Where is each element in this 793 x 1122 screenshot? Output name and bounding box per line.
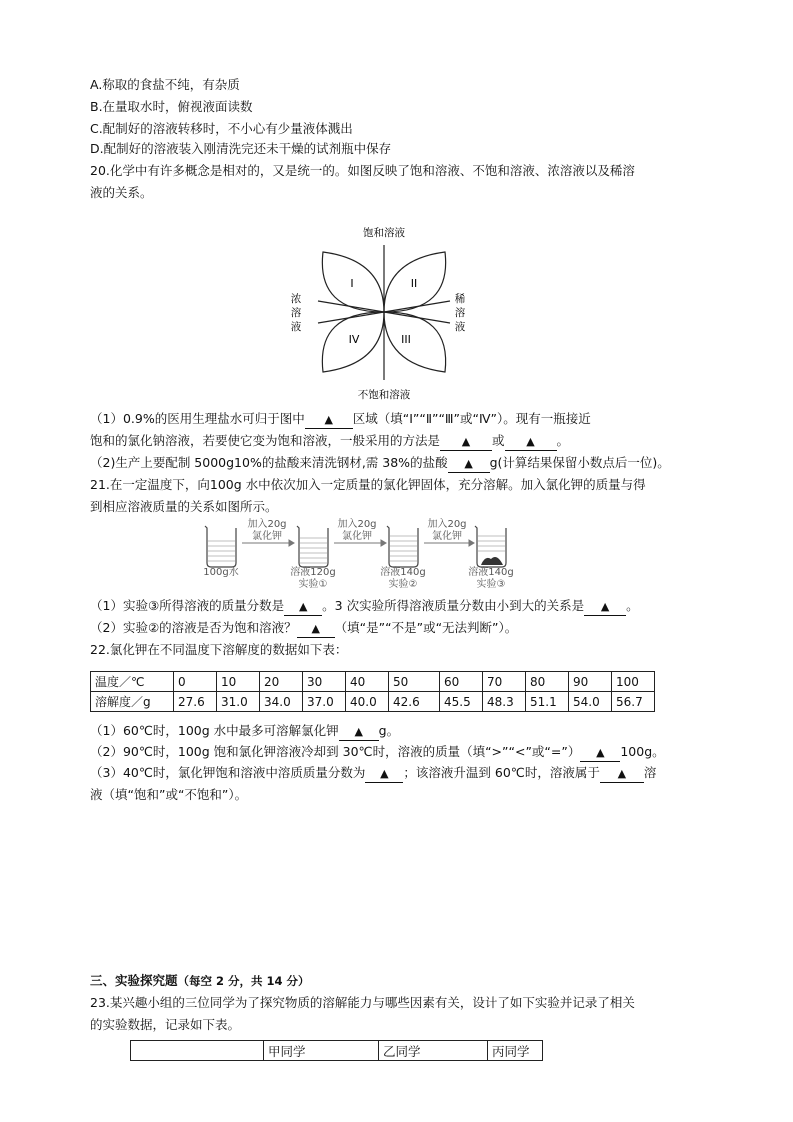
- q21-stem-line2: 到相应溶液质量的关系如图所示。: [90, 499, 278, 514]
- arrow2-label-bottom: 氯化钾: [342, 531, 372, 542]
- table-cell: 45.5: [440, 692, 483, 712]
- q20-part2: （2)生产上要配制 5000g10%的盐酸来清洗钢材,需 38%的盐酸 ▲ g(计算结果保留小数点后一位)。: [90, 454, 670, 473]
- beaker1-experiment-label: 实验①: [298, 579, 328, 590]
- q20-part1-line2: 饱和的氯化钠溶液，若要使它变为饱和溶液，一般采用的方法是 ▲ 或 ▲ 。: [90, 432, 569, 451]
- q22-part3-line2: 液（填“饱和”或“不饱和”）。: [90, 787, 248, 802]
- experiment-record-table: [130, 1040, 543, 1061]
- table-header-student-bing: 丙同学: [488, 1041, 543, 1061]
- q19-option-a: A.称取的食盐不纯，有杂质: [90, 77, 240, 92]
- diagram-label-unsaturated: 不饱和溶液: [357, 389, 411, 401]
- table-cell: 10: [217, 672, 260, 692]
- beaker-water-label: 100g水: [203, 567, 239, 578]
- q22-part3-line1: （3）40℃时，氯化钾饱和溶液中溶质质量分数为 ▲ ；该溶液升温到 60℃时，溶液属于 ▲ 溶: [90, 764, 656, 783]
- table-cell: 40: [346, 672, 389, 692]
- answer-blank[interactable]: ▲: [448, 455, 490, 473]
- table-cell: 50: [389, 672, 440, 692]
- q20-part1-line1: （1）0.9%的医用生理盐水可归于图中 ▲ 区域（填“I”“Ⅱ”“Ⅲ”或“Ⅳ”）。现有一瓶接近: [90, 410, 591, 429]
- answer-blank[interactable]: ▲: [297, 620, 335, 638]
- table-header-student-jia: 甲同学: [264, 1041, 379, 1061]
- diagram-label-dilute-3: 液: [454, 321, 466, 333]
- q22-part2: （2）90℃时，100g 饱和氯化钾溶液冷却到 30℃时，溶液的质量（填“>”“<”或“=”） ▲ 100g。: [90, 743, 665, 762]
- beaker2-solution-label: 溶液140g: [380, 567, 426, 578]
- diagram-label-dilute-2: 溶: [454, 307, 466, 319]
- row-header-temperature: 温度／℃: [91, 672, 174, 692]
- q23-stem-line2: 的实验数据，记录如下表。: [90, 1017, 241, 1032]
- arrow1-label-bottom: 氯化钾: [252, 531, 282, 542]
- region-label-4: IV: [348, 333, 360, 346]
- answer-blank[interactable]: ▲: [284, 598, 322, 616]
- answer-blank[interactable]: ▲: [600, 765, 644, 783]
- arrow3-label-bottom: 氯化钾: [432, 531, 462, 542]
- table-cell: 0: [174, 672, 217, 692]
- beaker3-experiment-label: 实验③: [476, 579, 506, 590]
- table-cell: 56.7: [612, 692, 655, 712]
- table-cell: 27.6: [174, 692, 217, 712]
- q21-part2: （2）实验②的溶液是否为饱和溶液？ ▲ （填“是”“不是”或“无法判断”）。: [90, 619, 517, 638]
- beaker3-solution-label: 溶液140g: [468, 567, 514, 578]
- region-label-3: III: [401, 333, 411, 346]
- table-cell: 20: [260, 672, 303, 692]
- q21-part1: （1）实验③所得溶液的质量分数是 ▲ 。3 次实验所得溶液质量分数由小到大的关系是 ▲ 。: [90, 597, 639, 616]
- answer-blank[interactable]: ▲: [305, 411, 353, 429]
- table-cell: 100: [612, 672, 655, 692]
- diagram-label-dilute-1: 稀: [454, 293, 466, 305]
- table-cell: 42.6: [389, 692, 440, 712]
- q19-option-d: D.配制好的溶液装入刚清洗完还未干燥的试剂瓶中保存: [90, 141, 392, 156]
- table-row-temperature: [91, 672, 655, 692]
- answer-blank[interactable]: ▲: [440, 433, 492, 451]
- q19-option-b: B.在量取水时，俯视液面读数: [90, 99, 253, 114]
- answer-blank[interactable]: ▲: [580, 744, 620, 762]
- beaker2-experiment-label: 实验②: [388, 579, 418, 590]
- table-cell: 37.0: [303, 692, 346, 712]
- table-cell: 90: [569, 672, 612, 692]
- q20-stem-line1: 20.化学中有许多概念是相对的，又是统一的。如图反映了饱和溶液、不饱和溶液、浓溶液以及稀溶: [90, 163, 635, 178]
- table-cell: 30: [303, 672, 346, 692]
- answer-blank[interactable]: ▲: [365, 765, 403, 783]
- answer-blank[interactable]: ▲: [505, 433, 557, 451]
- q21-stem-line1: 21.在一定温度下，向100g 水中依次加入一定质量的氯化钾固体，充分溶解。加入氯化钾的质量与得: [90, 477, 646, 492]
- row-header-solubility: 溶解度／g: [91, 692, 174, 712]
- table-cell: 51.1: [526, 692, 569, 712]
- solution-relationship-diagram: [0, 220, 793, 440]
- table-cell: 31.0: [217, 692, 260, 712]
- table-header-student-yi: 乙同学: [379, 1041, 488, 1061]
- diagram-label-concentrated-2: 溶: [290, 307, 302, 319]
- beaker1-solution-label: 溶液120g: [290, 567, 336, 578]
- table-cell: 54.0: [569, 692, 612, 712]
- table-row-solubility: [91, 692, 655, 712]
- table-cell: 70: [483, 672, 526, 692]
- q22-stem: 22.氯化钾在不同温度下溶解度的数据如下表：: [90, 642, 348, 657]
- q20-stem-line2: 液的关系。: [90, 185, 153, 200]
- table-cell: 34.0: [260, 692, 303, 712]
- kcl-dissolution-figure: [0, 515, 793, 595]
- table-cell: 48.3: [483, 692, 526, 712]
- arrow3-label-top: 加入20g: [427, 519, 467, 530]
- answer-blank[interactable]: ▲: [339, 723, 379, 741]
- diagram-label-saturated: 饱和溶液: [363, 227, 405, 239]
- region-label-2: II: [410, 277, 418, 290]
- region-label-1: I: [350, 277, 354, 290]
- section3-heading: [90, 972, 310, 990]
- table-row: [131, 1041, 543, 1061]
- q19-option-c: C.配制好的溶液转移时，不小心有少量液体溅出: [90, 121, 353, 136]
- q23-stem-line1: 23.某兴趣小组的三位同学为了探究物质的溶解能力与哪些因素有关，设计了如下实验并记录了相关: [90, 995, 635, 1010]
- table-cell: 80: [526, 672, 569, 692]
- section3-note: （每空 2 分，共 14 分）: [177, 974, 310, 988]
- arrow1-label-top: 加入20g: [247, 519, 287, 530]
- table-cell: 60: [440, 672, 483, 692]
- diagram-label-concentrated-1: 浓: [290, 293, 302, 305]
- answer-blank[interactable]: ▲: [584, 598, 626, 616]
- diagram-label-concentrated-3: 液: [290, 321, 302, 333]
- table-cell: 40.0: [346, 692, 389, 712]
- kcl-solubility-table: [90, 671, 655, 712]
- table-header-empty: [131, 1041, 264, 1061]
- q22-part1: （1）60℃时，100g 水中最多可溶解氯化钾 ▲ g。: [90, 722, 399, 741]
- section3-title: 三、实验探究题: [90, 973, 178, 988]
- arrow2-label-top: 加入20g: [337, 519, 377, 530]
